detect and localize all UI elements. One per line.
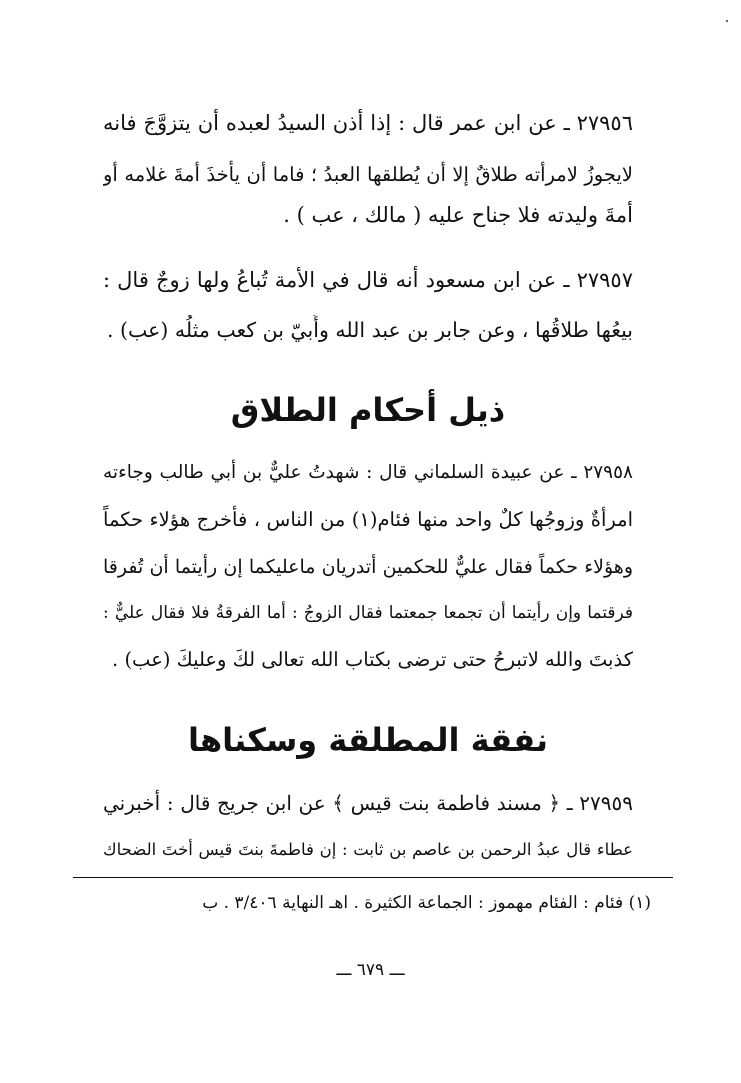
section-heading: نفقة المطلقة وسكناها xyxy=(187,721,549,759)
entry-27958-line-3: وهؤلاء حكماً فقال عليٌّ للحكمين أتدريان ماعليكما إن رأيتما أن تُفرقا xyxy=(103,556,633,578)
entry-27956-line-3: أمةَ وليدته فلا جناح عليه ( مالك ، عب ) . xyxy=(283,203,633,227)
page-number: ـــ ٦٧٩ ـــ xyxy=(336,960,405,980)
entry-27959-line-1: ٢٧٩٥٩ ـ ﴿ مسند فاطمة بنت قيس ﴾ عن ابن جريج قال : أخبرني xyxy=(103,791,633,815)
entry-27957-line-2: بيعُها طلاقُها ، وعن جابر بن عبد الله وأُبيّ بن كعب مثلُه (عب) . xyxy=(106,318,633,342)
entry-27956-line-1: ٢٧٩٥٦ ـ عن ابن عمر قال : إذا أذن السيدُ لعبده أن يتزوَّجَ فانه xyxy=(103,111,633,135)
footnote-rule xyxy=(73,877,673,878)
entry-27959-line-2: عطاء قال عبدُ الرحمن بن عاصم بن ثابت : إن فاطمةَ بنتَ قيس أختَ الضحاك xyxy=(103,840,633,859)
entry-27958-line-1: ٢٧٩٥٨ ـ عن عبيدة السلماني قال : شهدتُ عليٌّ بن أبي طالب وجاءته xyxy=(103,462,633,483)
entry-27958-line-4: فرقتما وإن رأيتما أن تجمعا جمعتما فقال الزوجُ : أما الفرقةُ فلا فقال عليٌّ : xyxy=(103,603,633,623)
entry-27958-line-5: كذبتَ والله لاتبرحُ حتى ترضى بكتاب الله تعالى لكَ وعليكَ (عب) . xyxy=(112,648,633,671)
entry-27958-line-2: امرأةٌ وزوجُها كلٌ واحد منها فئام(١) من الناس ، فأخرج هؤلاء حكماً xyxy=(103,508,633,531)
entry-27957-line-1: ٢٧٩٥٧ ـ عن ابن مسعود أنه قال في الأمة تُباعُ ولها زوجٌ قال : xyxy=(103,268,633,292)
scan-speck xyxy=(726,20,728,22)
section-heading: ذيل أحكام الطلاق xyxy=(230,391,506,429)
footnote: (١) فئام : الفئام مهموز : الجماعة الكثيرة . اهـ النهاية ٣/٤٠٦ . ب xyxy=(202,893,651,913)
entry-27956-line-2: لايجوزُ لامرأته طلاقٌ إلا أن يُطلقها العبدُ ؛ فاما أن يأخذَ أمةَ غلامه أو xyxy=(103,163,633,186)
